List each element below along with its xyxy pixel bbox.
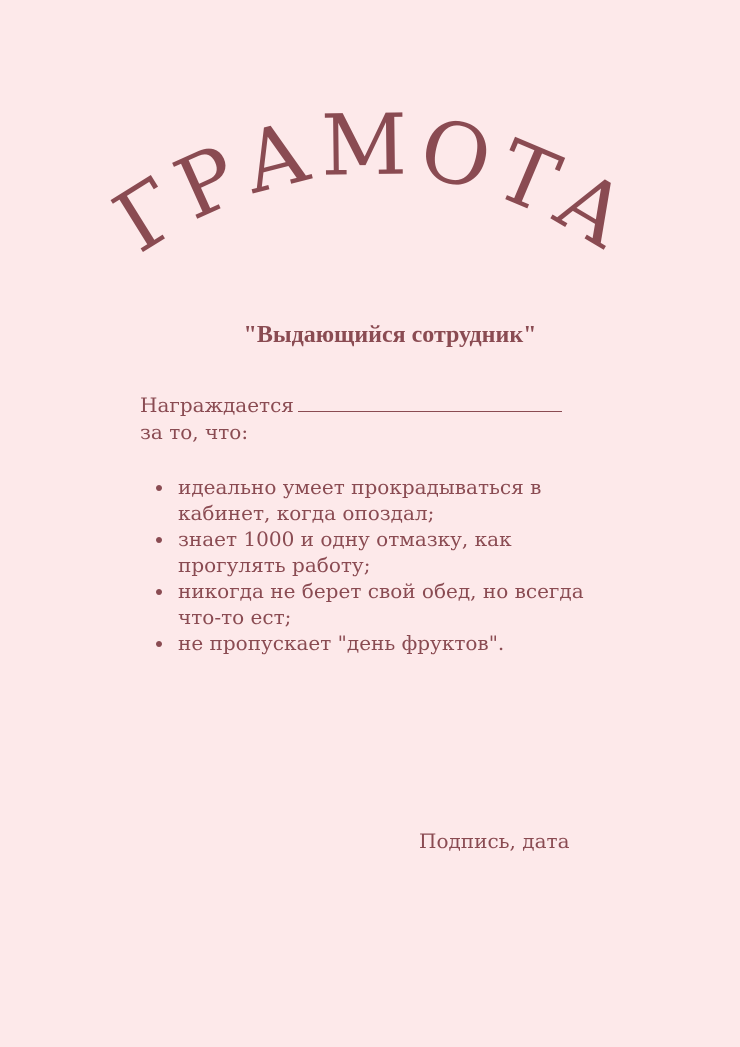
list-item [156,526,596,578]
awarded-label: Награждается [140,393,294,417]
certificate-subtitle: "Выдающийся сотрудник" [243,322,537,348]
bullet-icon [156,537,162,543]
list-item [156,474,596,526]
awarded-continuation: за то, что: [140,420,249,444]
reason-text: идеально умеет прокрадываться в кабинет, когда опоздал; [178,475,542,525]
reason-text: никогда не берет свой обед, но всегда что-то ест; [178,579,584,629]
bullet-icon [156,485,162,491]
name-blank-line [298,393,562,412]
list-item [156,630,596,656]
reason-text: не пропускает "день фруктов". [178,631,505,655]
list-item [156,578,596,630]
reasons-list [156,474,596,656]
certificate-title-text: ГРАМОТА [97,95,651,272]
bullet-icon [156,641,162,647]
certificate-title-arc [0,0,740,320]
certificate-title [98,95,651,271]
signature-date-label: Подпись, дата [419,829,570,853]
awarded-block [140,392,600,446]
bullet-icon [156,589,162,595]
reason-text: знает 1000 и одну отмазку, как прогулять работу; [178,527,512,577]
awarded-line [140,392,600,419]
